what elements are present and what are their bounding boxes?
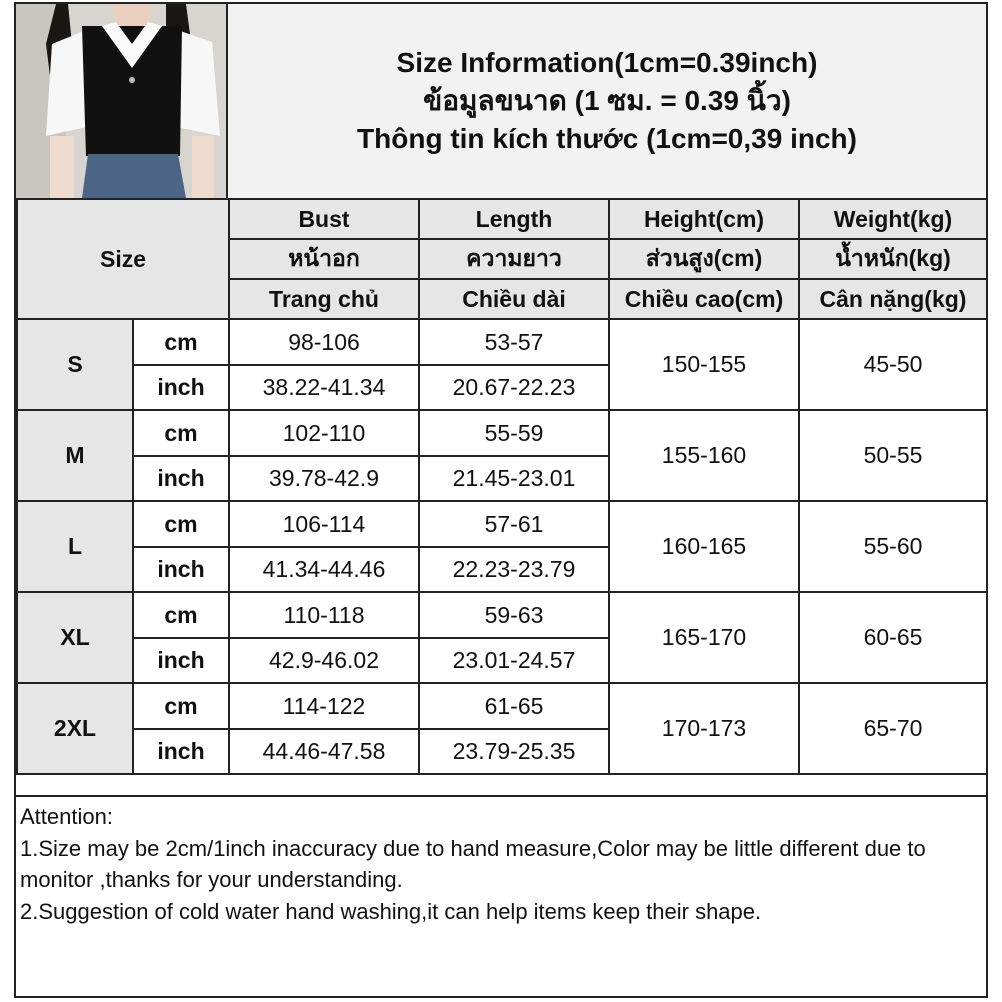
bust-inch: 39.78-42.9 (229, 456, 419, 501)
length-cm: 53-57 (419, 319, 609, 365)
attention-notes (16, 795, 986, 996)
size-info-heading (228, 4, 986, 198)
unit-inch: inch (133, 729, 229, 774)
unit-cm: cm (133, 592, 229, 638)
height-range: 160-165 (609, 501, 799, 592)
length-header-vi: Chiều dài (419, 279, 609, 319)
bust-cm: 110-118 (229, 592, 419, 638)
size-chart-sheet (14, 2, 988, 998)
size-column-header: Size (17, 199, 229, 319)
attention-title: Attention: (20, 804, 113, 829)
length-header-th: ความยาว (419, 239, 609, 279)
weight-range: 55-60 (799, 501, 987, 592)
length-header-en: Length (419, 199, 609, 239)
height-header-th: ส่วนสูง(cm) (609, 239, 799, 279)
height-range: 170-173 (609, 683, 799, 774)
weight-header-vi: Cân nặng(kg) (799, 279, 987, 319)
size-name: M (17, 410, 133, 501)
length-cm: 57-61 (419, 501, 609, 547)
bust-header-en: Bust (229, 199, 419, 239)
unit-cm: cm (133, 319, 229, 365)
heading-english: Size Information(1cm=0.39inch) (396, 47, 818, 78)
weight-range: 45-50 (799, 319, 987, 410)
length-inch: 22.23-23.79 (419, 547, 609, 592)
bust-cm: 106-114 (229, 501, 419, 547)
bust-inch: 44.46-47.58 (229, 729, 419, 774)
product-photo (16, 4, 228, 198)
weight-range: 65-70 (799, 683, 987, 774)
height-header-vi: Chiều cao(cm) (609, 279, 799, 319)
unit-cm: cm (133, 683, 229, 729)
size-table (16, 198, 988, 775)
bust-inch: 38.22-41.34 (229, 365, 419, 410)
height-header-en: Height(cm) (609, 199, 799, 239)
size-name: L (17, 501, 133, 592)
unit-inch: inch (133, 365, 229, 410)
unit-inch: inch (133, 547, 229, 592)
model-illustration (16, 4, 226, 198)
unit-cm: cm (133, 501, 229, 547)
length-cm: 55-59 (419, 410, 609, 456)
weight-range: 60-65 (799, 592, 987, 683)
bust-cm: 98-106 (229, 319, 419, 365)
height-range: 165-170 (609, 592, 799, 683)
size-name: 2XL (17, 683, 133, 774)
unit-cm: cm (133, 410, 229, 456)
bust-inch: 42.9-46.02 (229, 638, 419, 683)
length-inch: 21.45-23.01 (419, 456, 609, 501)
height-range: 155-160 (609, 410, 799, 501)
bust-cm: 114-122 (229, 683, 419, 729)
weight-header-en: Weight(kg) (799, 199, 987, 239)
length-cm: 59-63 (419, 592, 609, 638)
weight-range: 50-55 (799, 410, 987, 501)
attention-item-washing: 2.Suggestion of cold water hand washing,it can help items keep their shape. (20, 898, 762, 924)
size-name: XL (17, 592, 133, 683)
height-range: 150-155 (609, 319, 799, 410)
bust-header-vi: Trang chủ (229, 279, 419, 319)
length-cm: 61-65 (419, 683, 609, 729)
bust-header-th: หน้าอก (229, 239, 419, 279)
weight-header-th: น้ำหนัก(kg) (799, 239, 987, 279)
size-name: S (17, 319, 133, 410)
length-inch: 23.79-25.35 (419, 729, 609, 774)
unit-inch: inch (133, 456, 229, 501)
heading-vietnamese: Thông tin kích thước (1cm=0,39 inch) (357, 123, 857, 154)
bust-inch: 41.34-44.46 (229, 547, 419, 592)
length-inch: 20.67-22.23 (419, 365, 609, 410)
heading-thai: ข้อมูลขนาด (1 ซม. = 0.39 นิ้ว) (423, 85, 791, 116)
length-inch: 23.01-24.57 (419, 638, 609, 683)
bust-cm: 102-110 (229, 410, 419, 456)
attention-item-accuracy: 1.Size may be 2cm/1inch inaccuracy due to hand measure,Color may be little different due to monitor ,thanks for your understanding. (20, 835, 926, 892)
unit-inch: inch (133, 638, 229, 683)
